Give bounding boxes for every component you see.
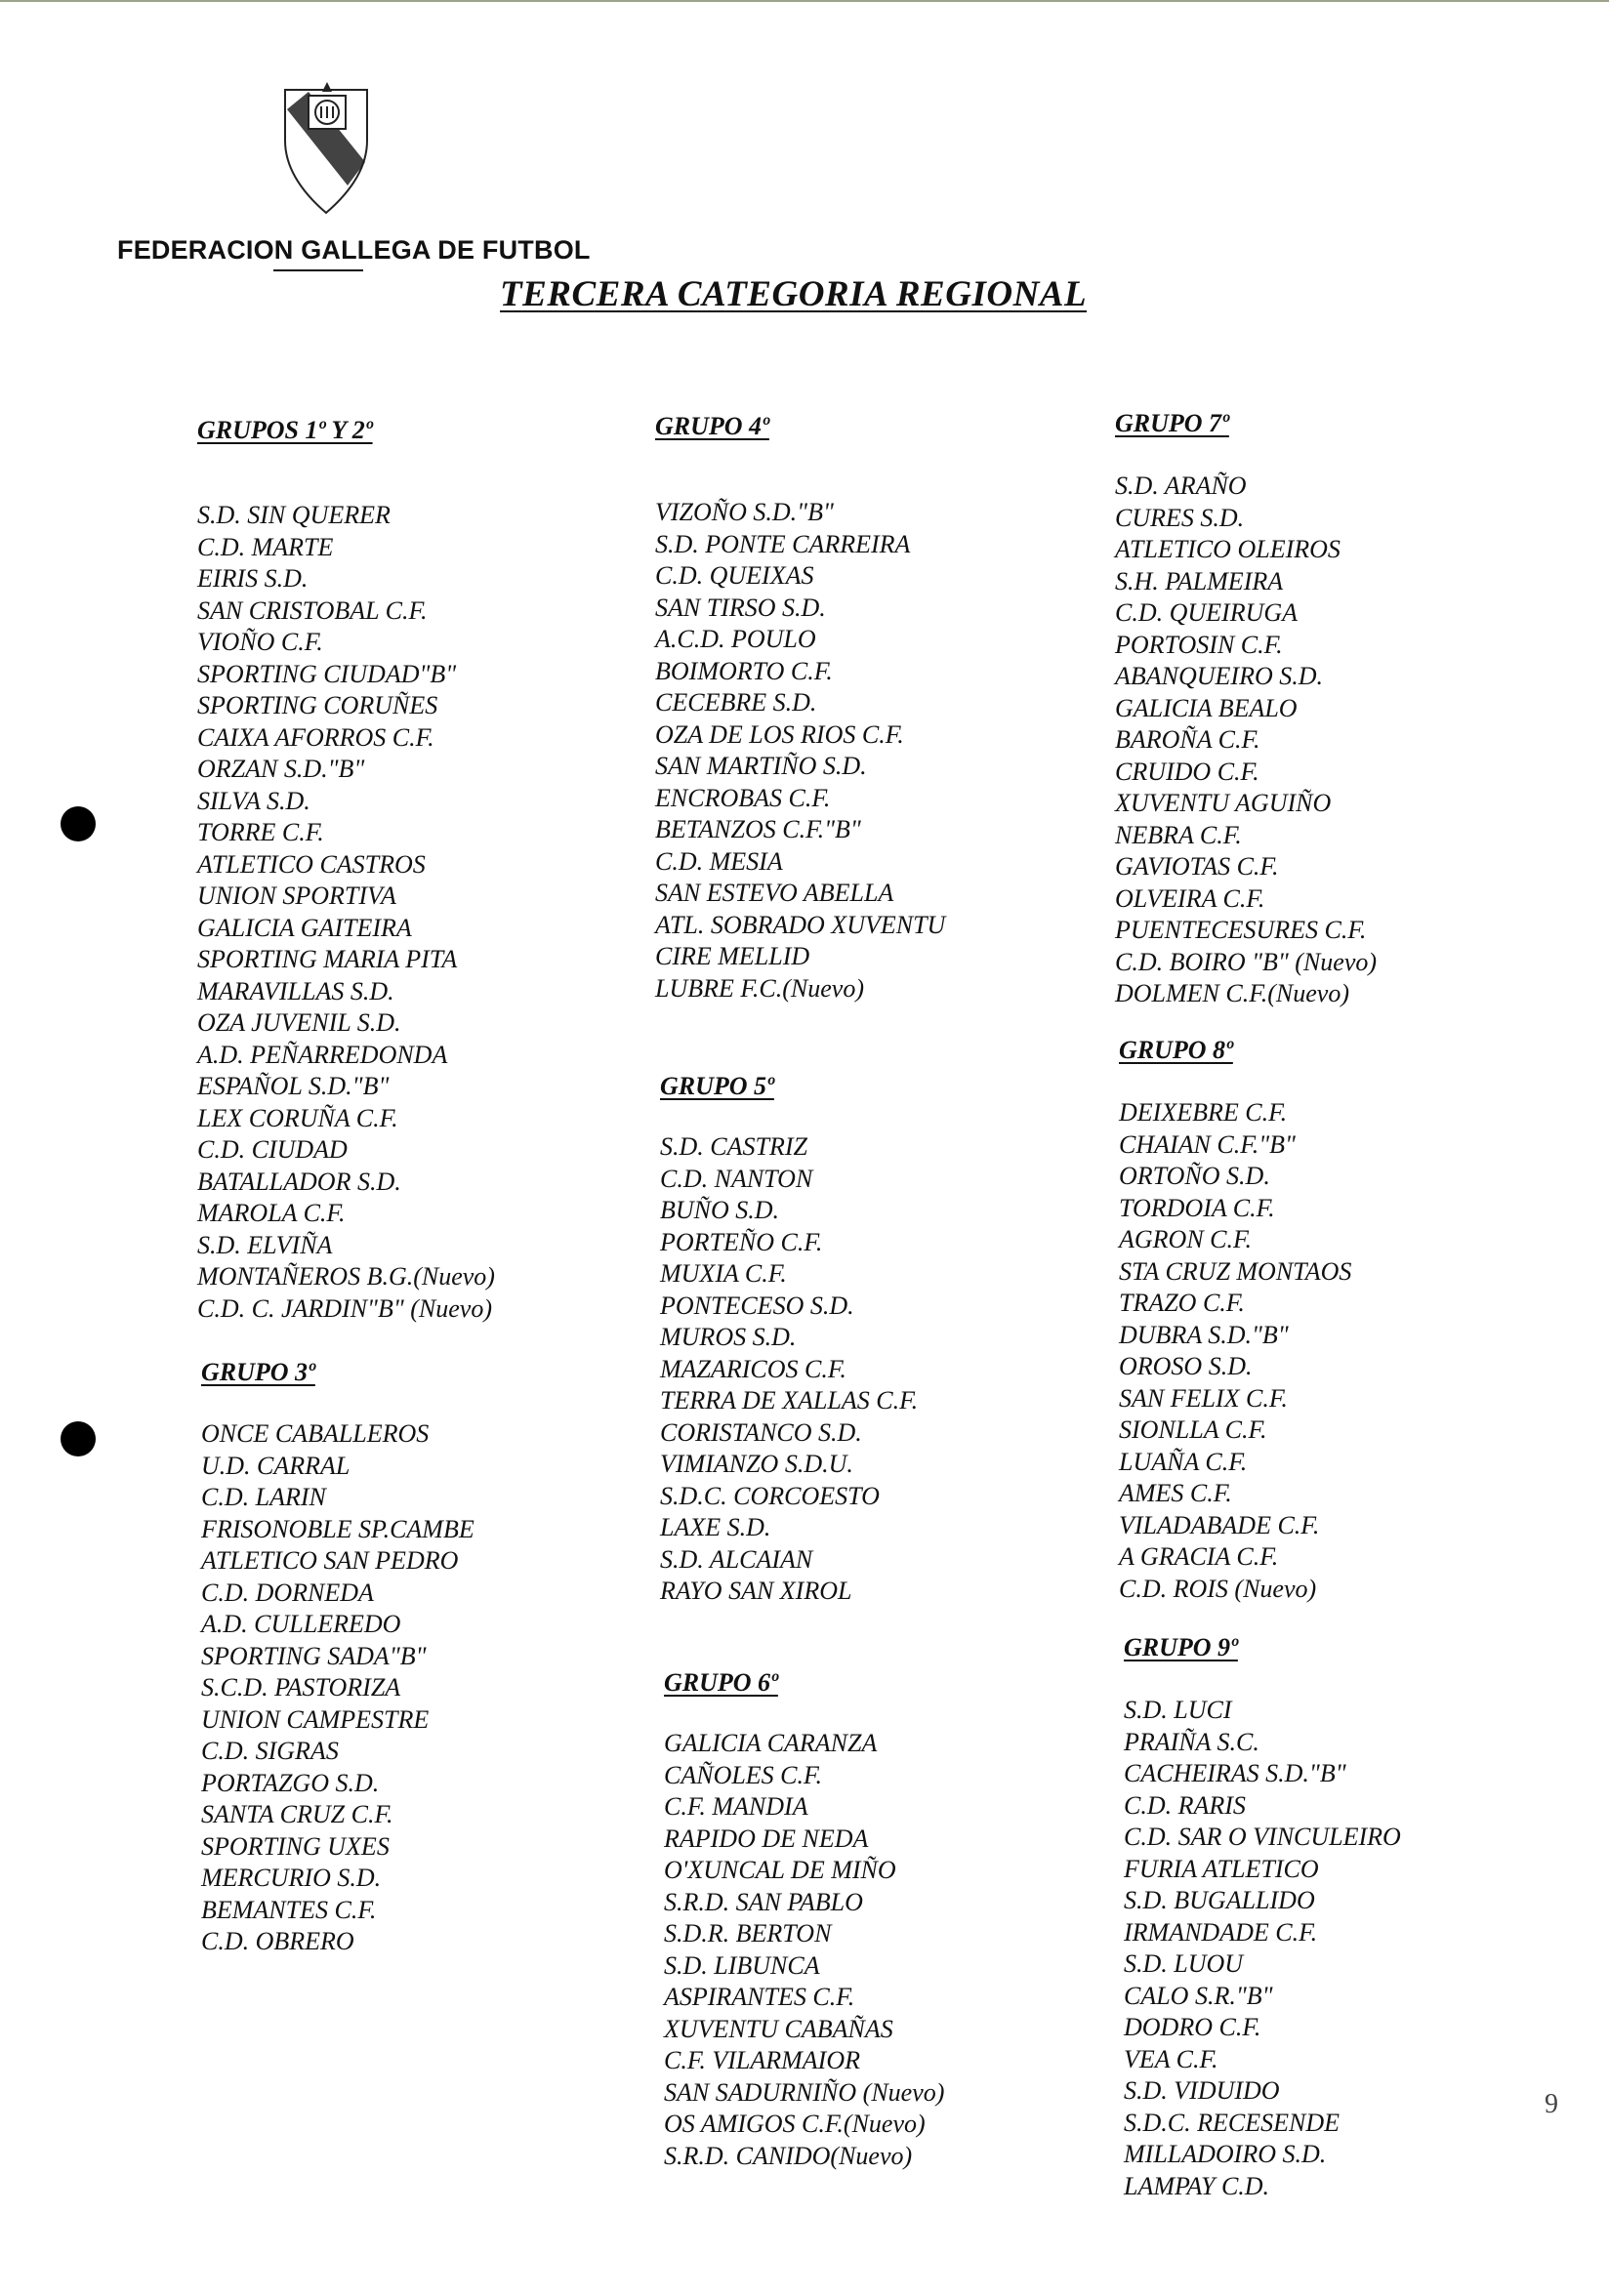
group-section (197, 415, 495, 1325)
team-name: S.D.C. CORCOESTO (660, 1481, 880, 1510)
binder-hole (61, 1421, 96, 1456)
organization-underline (273, 269, 363, 271)
team-name: C.D. C. JARDIN"B" (Nuevo) (197, 1293, 492, 1323)
team-name: TRAZO C.F. (1119, 1289, 1245, 1317)
team-name: C.D. SAR O VINCULEIRO (1124, 1823, 1401, 1851)
team-name: A.D. PEÑARREDONDA (197, 1040, 448, 1069)
team-name: PUENTECESURES C.F. (1115, 916, 1367, 944)
team-name: C.D. DORNEDA (201, 1578, 374, 1607)
team-name: DEIXEBRE C.F. (1119, 1098, 1288, 1127)
team-name: OZA DE LOS RIOS C.F. (655, 719, 904, 749)
team-name: LUBRE F.C.(Nuevo) (655, 973, 864, 1003)
team-name: S.H. PALMEIRA (1115, 566, 1284, 595)
team-name: C.F. MANDIA (664, 1792, 808, 1821)
team-name: ESPAÑOL S.D."B" (197, 1072, 390, 1100)
team-name: C.D. QUEIXAS (655, 561, 814, 590)
team-name: S.R.D. SAN PABLO (664, 1887, 863, 1916)
team-name: S.D. BUGALLIDO (1124, 1886, 1315, 1914)
group-title: GRUPO 3º (201, 1358, 315, 1386)
team-name: MUROS S.D. (660, 1323, 797, 1351)
team-name: SAN TIRSO S.D. (655, 593, 826, 622)
team-name: C.F. VILARMAIOR (664, 2046, 860, 2074)
team-list (655, 497, 945, 1004)
team-name: S.D.R. BERTON (664, 1919, 832, 1948)
group-section (655, 411, 945, 1004)
team-name: FURIA ATLETICO (1124, 1854, 1319, 1883)
team-name: ATL. SOBRADO XUVENTU (655, 910, 946, 939)
team-name: CHAIAN C.F."B" (1119, 1129, 1296, 1159)
team-name: CRUIDO C.F. (1115, 757, 1259, 786)
team-name: OROSO S.D. (1119, 1352, 1253, 1380)
team-name: C.D. BOIRO "B" (Nuevo) (1115, 947, 1378, 976)
team-name: VIZOÑO S.D."B" (655, 498, 834, 526)
team-name: SAN MARTIÑO S.D. (655, 752, 867, 780)
team-name: SPORTING UXES (201, 1831, 390, 1861)
team-name: GAVIOTAS C.F. (1115, 852, 1279, 881)
team-name: MERCURIO S.D. (201, 1864, 382, 1892)
team-name: ONCE CABALLEROS (201, 1419, 430, 1448)
team-list (664, 1728, 944, 2172)
group-title: GRUPO 8º (1119, 1036, 1233, 1064)
team-name: RAPIDO DE NEDA (664, 1824, 869, 1853)
team-name: SPORTING CIUDAD"B" (197, 659, 457, 688)
team-name: BETANZOS C.F."B" (655, 815, 861, 843)
team-name: LEX CORUÑA C.F. (197, 1103, 398, 1132)
team-name: SIONLLA C.F. (1119, 1415, 1267, 1444)
team-name: S.C.D. PASTORIZA (201, 1673, 401, 1702)
team-name: A.D. CULLEREDO (201, 1610, 401, 1638)
team-name: S.D.C. RECESENDE (1124, 2108, 1340, 2137)
team-name: BUÑO S.D. (660, 1196, 780, 1224)
team-name: OLVEIRA C.F. (1115, 883, 1265, 913)
group-title: GRUPO 9º (1124, 1633, 1238, 1661)
team-name: MAROLA C.F. (197, 1199, 346, 1227)
team-name: C.D. OBRERO (201, 1927, 354, 1955)
team-name: MARAVILLAS S.D. (197, 976, 394, 1005)
team-name: XUVENTU CABAÑAS (664, 2014, 893, 2043)
team-name: SAN ESTEVO ABELLA (655, 879, 894, 907)
team-name: S.D. LUCI (1124, 1696, 1232, 1724)
team-name: C.D. CIUDAD (197, 1135, 348, 1164)
team-name: RAYO SAN XIROL (660, 1577, 852, 1605)
team-name: OZA JUVENIL S.D. (197, 1008, 401, 1037)
team-name: MILLADOIRO S.D. (1124, 2140, 1327, 2168)
team-name: ORTOÑO S.D. (1119, 1162, 1270, 1190)
team-name: CAIXA AFORROS C.F. (197, 722, 434, 752)
team-name: PORTAZGO S.D. (201, 1768, 380, 1797)
team-name: UNION CAMPESTRE (201, 1704, 430, 1734)
team-name: S.D. CASTRIZ (660, 1132, 807, 1161)
page-number: 9 (1545, 2089, 1558, 2119)
team-name: DOLMEN C.F.(Nuevo) (1115, 979, 1350, 1007)
team-name: CORISTANCO S.D. (660, 1417, 862, 1447)
team-name: S.D. VIDUIDO (1124, 2076, 1280, 2105)
team-name: S.R.D. CANIDO(Nuevo) (664, 2141, 913, 2170)
team-name: SAN SADURNIÑO (Nuevo) (664, 2077, 945, 2107)
group-section (1124, 1632, 1401, 2202)
team-list (660, 1131, 918, 1608)
team-name: LUAÑA C.F. (1119, 1447, 1248, 1476)
team-name: AMES C.F. (1119, 1479, 1232, 1507)
team-name: TORRE C.F. (197, 818, 324, 846)
team-name: ENCROBAS C.F. (655, 783, 831, 812)
team-name: S.D. LUOU (1124, 1949, 1244, 1978)
federation-crest-icon (279, 80, 373, 217)
team-name: OS AMIGOS C.F.(Nuevo) (664, 2110, 926, 2138)
team-name: S.D. ELVIÑA (197, 1230, 333, 1259)
team-list (201, 1418, 474, 1958)
team-name: BOIMORTO C.F. (655, 656, 833, 685)
team-list (197, 500, 495, 1325)
team-name: PONTECESO S.D. (660, 1291, 854, 1320)
team-name: S.D. PONTE CARREIRA (655, 529, 911, 558)
team-name: IRMANDADE C.F. (1124, 1917, 1318, 1947)
team-name: SPORTING SADA"B" (201, 1641, 427, 1670)
group-section (660, 1071, 918, 1608)
team-name: ATLETICO SAN PEDRO (201, 1546, 459, 1575)
team-name: DUBRA S.D."B" (1119, 1320, 1289, 1349)
team-name: GALICIA BEALO (1115, 693, 1298, 722)
group-title: GRUPO 5º (660, 1072, 774, 1100)
group-section (201, 1357, 474, 1958)
group-title: GRUPO 4º (655, 412, 769, 440)
team-name: GALICIA CARANZA (664, 1729, 878, 1757)
team-name: SPORTING CORUÑES (197, 691, 438, 719)
team-list (1124, 1695, 1401, 2202)
team-name: UNION SPORTIVA (197, 882, 396, 910)
team-name: S.D. ARAÑO (1115, 472, 1247, 500)
team-name: TERRA DE XALLAS C.F. (660, 1386, 919, 1414)
team-name: ATLETICO CASTROS (197, 849, 426, 879)
team-name: C.D. SIGRAS (201, 1737, 339, 1765)
team-name: ABANQUEIRO S.D. (1115, 662, 1324, 690)
team-name: VEA C.F. (1124, 2044, 1218, 2073)
team-name: VILADABADE C.F. (1119, 1510, 1320, 1539)
team-name: XUVENTU AGUIÑO (1115, 789, 1332, 817)
team-list (1115, 471, 1377, 1010)
team-name: ASPIRANTES C.F. (664, 1983, 855, 2011)
team-name: MONTAÑEROS B.G.(Nuevo) (197, 1262, 495, 1291)
team-name: GALICIA GAITEIRA (197, 913, 412, 942)
team-name: SAN FELIX C.F. (1119, 1383, 1288, 1413)
page-title: TERCERA CATEGORIA REGIONAL (500, 274, 1088, 314)
team-name: MAZARICOS C.F. (660, 1354, 846, 1383)
team-name: CALO S.R."B" (1124, 1981, 1273, 2010)
team-name: CIRE MELLID (655, 942, 810, 970)
team-name: TORDOIA C.F. (1119, 1193, 1275, 1222)
team-name: STA CRUZ MONTAOS (1119, 1256, 1352, 1286)
team-name: SPORTING MARIA PITA (197, 945, 458, 973)
team-name: PORTEÑO C.F. (660, 1227, 823, 1256)
team-name: C.D. LARIN (201, 1483, 326, 1511)
team-name: CURES S.D. (1115, 503, 1245, 532)
group-title: GRUPO 7º (1115, 409, 1229, 437)
team-name: SANTA CRUZ C.F. (201, 1800, 393, 1828)
team-name: BATALLADOR S.D. (197, 1167, 401, 1196)
team-name: DODRO C.F. (1124, 2013, 1261, 2041)
team-name: A.C.D. POULO (655, 625, 816, 653)
team-name: MUXIA C.F. (660, 1259, 787, 1288)
team-name: AGRON C.F. (1119, 1225, 1253, 1253)
team-name: S.D. ALCAIAN (660, 1544, 813, 1574)
team-name: BAROÑA C.F. (1115, 725, 1260, 754)
group-section (664, 1667, 944, 2172)
team-name: BEMANTES C.F. (201, 1895, 377, 1924)
team-name: C.D. NANTON (660, 1164, 813, 1193)
team-name: LAXE S.D. (660, 1513, 771, 1541)
team-name: O'XUNCAL DE MIÑO (664, 1856, 896, 1884)
team-name: VIOÑO C.F. (197, 628, 323, 656)
team-name: PORTOSIN C.F. (1115, 630, 1283, 659)
team-name: VIMIANZO S.D.U. (660, 1450, 853, 1478)
group-title: GRUPOS 1º Y 2º (197, 416, 373, 444)
team-name: A GRACIA C.F. (1119, 1542, 1279, 1571)
group-section (1119, 1035, 1351, 1605)
page-top-edge (0, 0, 1609, 2)
team-name: CACHEIRAS S.D."B" (1124, 1759, 1346, 1787)
organization-name: FEDERACION GALLEGA DE FUTBOL (117, 235, 591, 265)
team-name: C.D. ROIS (Nuevo) (1119, 1574, 1317, 1603)
binder-hole (61, 806, 96, 841)
team-name: ORZAN S.D."B" (197, 755, 365, 783)
team-name: EIRIS S.D. (197, 564, 309, 593)
team-name: C.D. QUEIRUGA (1115, 598, 1299, 627)
team-name: ATLETICO OLEIROS (1115, 535, 1341, 563)
team-name: C.D. MARTE (197, 532, 334, 561)
team-name: S.D. SIN QUERER (197, 501, 391, 529)
team-name: NEBRA C.F. (1115, 820, 1242, 849)
group-section (1115, 408, 1377, 1010)
team-name: PRAIÑA S.C. (1124, 1727, 1259, 1756)
team-name: S.D. LIBUNCA (664, 1950, 820, 1980)
team-name: C.D. RARIS (1124, 1790, 1246, 1820)
team-name: FRISONOBLE SP.CAMBE (201, 1514, 474, 1543)
team-list (1119, 1097, 1351, 1605)
team-name: U.D. CARRAL (201, 1451, 351, 1480)
team-name: CECEBRE S.D. (655, 688, 817, 717)
team-name: CAÑOLES C.F. (664, 1760, 823, 1789)
team-name: C.D. MESIA (655, 846, 783, 876)
team-name: SILVA S.D. (197, 786, 310, 815)
team-name: LAMPAY C.D. (1124, 2171, 1270, 2200)
team-name: SAN CRISTOBAL C.F. (197, 595, 428, 625)
group-title: GRUPO 6º (664, 1668, 778, 1697)
